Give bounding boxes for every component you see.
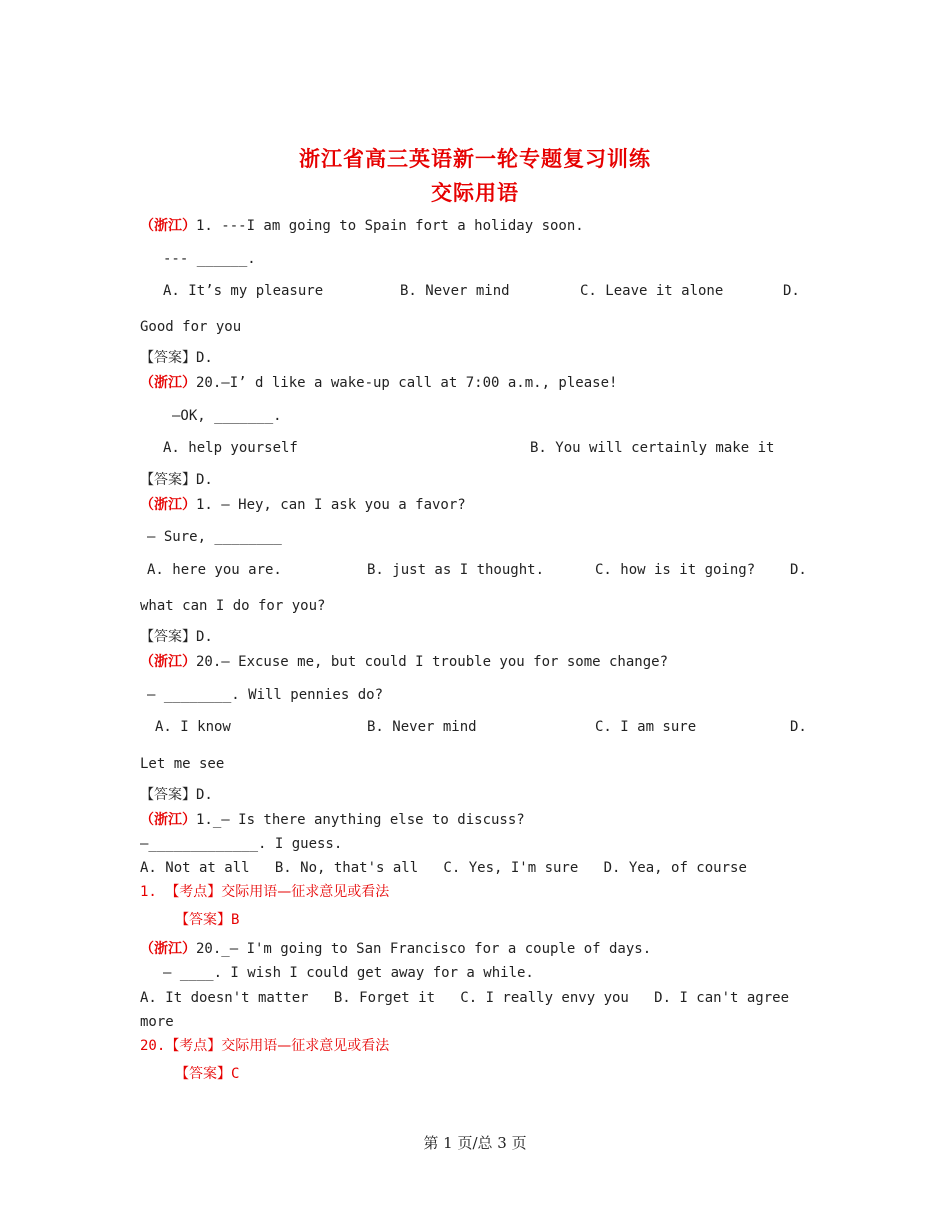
source-tag: （浙江） [140, 218, 196, 234]
option-d-text: Good for you [140, 319, 242, 335]
option-a: A. here you are. [147, 562, 282, 578]
answer-label: 【答案】 [175, 912, 231, 928]
point-number: 20. [140, 1038, 166, 1054]
option-d-text: Let me see [140, 756, 225, 772]
answer-1 [140, 349, 213, 367]
question-text: 1. — Hey, can I ask you a favor? [196, 497, 466, 513]
answer-4 [140, 786, 213, 804]
question-4-reply: — ________. Will pennies do? [147, 687, 384, 703]
point-6 [140, 1037, 389, 1055]
answer-6 [175, 1065, 239, 1083]
question-text: 1. ---I am going to Spain fort a holiday soon. [196, 218, 584, 234]
option-d: D. [790, 562, 807, 578]
option-b: B. Never mind [367, 719, 477, 735]
source-tag: （浙江） [140, 654, 196, 670]
question-text: 20.—I’ d like a wake-up call at 7:00 a.m., please! [196, 375, 618, 391]
question-6-options-cont: more [140, 1014, 174, 1030]
page-subtitle: 交际用语 [431, 180, 519, 205]
point-label: 【考点】 [165, 884, 222, 900]
question-text: 20.— Excuse me, but could I trouble you for some change? [196, 654, 669, 670]
answer-value: D. [196, 472, 213, 488]
source-tag: （浙江） [140, 497, 196, 513]
point-5 [140, 883, 389, 901]
answer-2 [140, 471, 213, 489]
option-a: A. I know [155, 719, 231, 735]
question-text: 20._— I'm going to San Francisco for a couple of days. [196, 941, 652, 957]
option-d: D. [790, 719, 807, 735]
option-b: B. You will certainly make it [530, 440, 775, 456]
question-5-reply: —_____________. I guess. [140, 836, 343, 852]
option-d: D. [783, 283, 800, 299]
option-c: C. Leave it alone [580, 283, 724, 299]
question-5-options: A. Not at all B. No, that's all C. Yes, I'm sure D. Yea, of course [140, 860, 747, 876]
option-b: B. just as I thought. [367, 562, 545, 578]
answer-value: D. [196, 629, 213, 645]
question-1 [140, 217, 584, 235]
answer-label: 【答案】 [140, 629, 196, 645]
point-text: 交际用语—征求意见或看法 [221, 884, 390, 900]
question-text: 1._— Is there anything else to discuss? [196, 812, 525, 828]
option-d-text: what can I do for you? [140, 598, 326, 614]
question-5 [140, 811, 525, 829]
source-tag: （浙江） [140, 375, 196, 391]
question-1-reply: --- ______. [163, 251, 256, 267]
answer-value: B [231, 912, 240, 928]
option-a: A. It’s my pleasure [163, 283, 324, 299]
question-4 [140, 653, 668, 671]
point-text: 交际用语—征求意见或看法 [221, 1038, 390, 1054]
answer-value: D. [196, 787, 213, 803]
question-6-reply: — ____. I wish I could get away for a while. [163, 965, 534, 981]
option-a: A. help yourself [163, 440, 298, 456]
answer-label: 【答案】 [175, 1066, 231, 1082]
option-c: C. how is it going? [595, 562, 756, 578]
point-number: 1. [140, 884, 166, 900]
answer-label: 【答案】 [140, 350, 196, 366]
answer-label: 【答案】 [140, 787, 196, 803]
point-label: 【考点】 [165, 1038, 222, 1054]
answer-value: D. [196, 350, 213, 366]
question-6 [140, 940, 651, 958]
answer-5 [175, 911, 239, 929]
question-2 [140, 374, 617, 392]
option-c: C. I am sure [595, 719, 697, 735]
answer-3 [140, 628, 213, 646]
question-6-options: A. It doesn't matter B. Forget it C. I really envy you D. I can't agree [140, 990, 790, 1006]
option-b: B. Never mind [400, 283, 510, 299]
question-3-reply: — Sure, ________ [147, 529, 282, 545]
page-title: 浙江省高三英语新一轮专题复习训练 [299, 146, 651, 171]
answer-label: 【答案】 [140, 472, 196, 488]
page-footer: 第 1 页/总 3 页 [423, 1134, 527, 1152]
question-2-reply: —OK, _______. [172, 408, 282, 424]
source-tag: （浙江） [140, 812, 196, 828]
source-tag: （浙江） [140, 941, 196, 957]
question-3 [140, 496, 466, 514]
answer-value: C [231, 1066, 240, 1082]
